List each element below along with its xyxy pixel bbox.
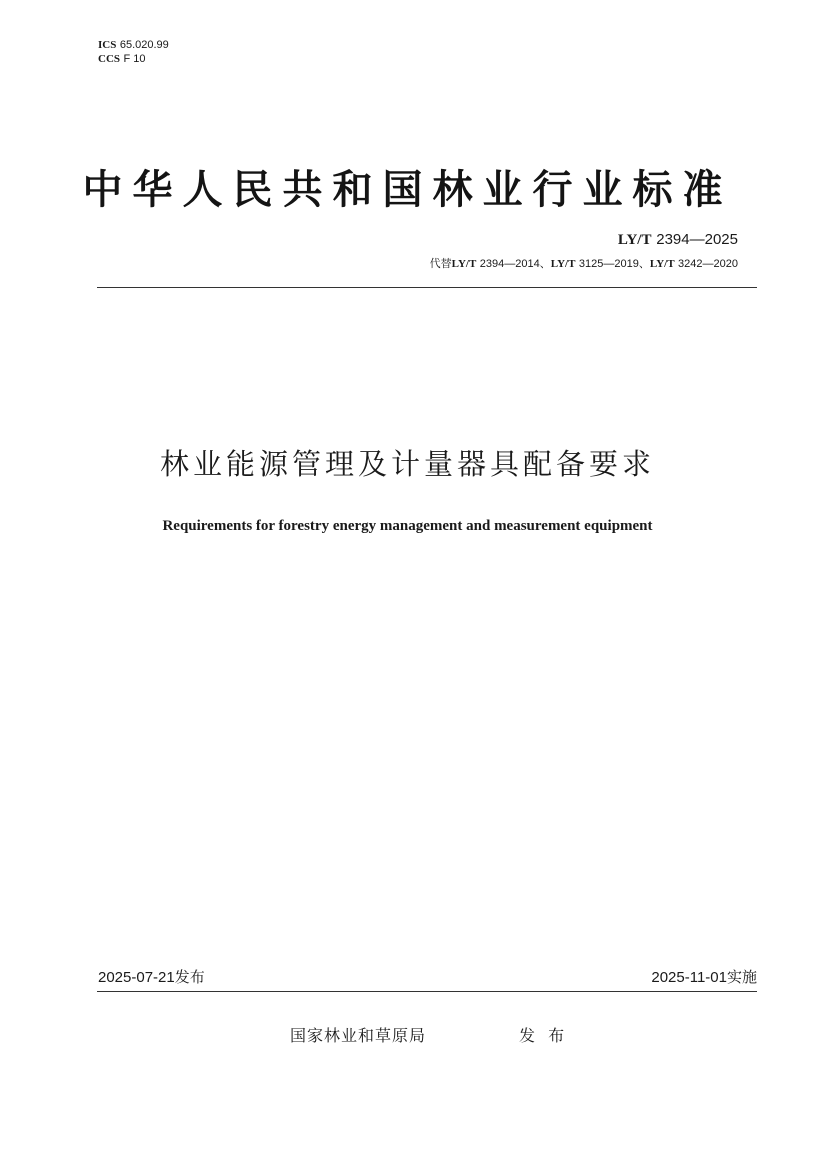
issuer-name: 国家林业和草原局: [290, 1026, 427, 1045]
replaces-prefix-2: LY/T: [550, 258, 576, 270]
replaces-prefix-3: LY/T: [649, 258, 675, 270]
implement-date: [651, 966, 757, 987]
replaces-line: [430, 257, 738, 271]
replaces-lead: 代替: [429, 257, 452, 270]
standard-number-prefix: LY/T: [617, 232, 652, 248]
implement-date-suffix: 实施: [726, 968, 757, 986]
document-title-zh: 林业能源管理及计量器具配备要求: [159, 447, 655, 481]
standard-number: [618, 230, 738, 249]
ics-label: ICS: [98, 39, 117, 51]
replaces-number-2: 3125—2019: [578, 258, 639, 270]
top-divider: [97, 287, 757, 288]
replaces-prefix-1: LY/T: [451, 258, 477, 270]
ccs-value: F 10: [123, 53, 146, 65]
replaces-separator-2: 、: [638, 257, 650, 270]
ics-value: 65.020.99: [119, 39, 169, 51]
bottom-divider: [97, 991, 757, 992]
issuer-action: 发 布: [519, 1026, 569, 1045]
implement-date-value: 2025-11-01: [651, 969, 727, 986]
standard-number-value: 2394—2025: [656, 231, 738, 248]
replaces-number-1: 2394—2014: [479, 258, 540, 270]
standard-type-title: 中华人民共和国林业行业标准: [82, 167, 733, 213]
classification-codes: [98, 38, 169, 66]
publish-date-value: 2025-07-21: [98, 969, 175, 986]
replaces-number-3: 3242—2020: [678, 258, 738, 270]
publish-date: [98, 966, 205, 987]
replaces-separator-1: 、: [539, 257, 551, 270]
publish-date-suffix: 发布: [174, 968, 205, 986]
ccs-code: [98, 52, 169, 66]
ics-code: [98, 38, 169, 52]
ccs-label: CCS: [98, 53, 121, 65]
document-title-en: Requirements for forestry energy management and measurement equipment: [162, 518, 653, 534]
